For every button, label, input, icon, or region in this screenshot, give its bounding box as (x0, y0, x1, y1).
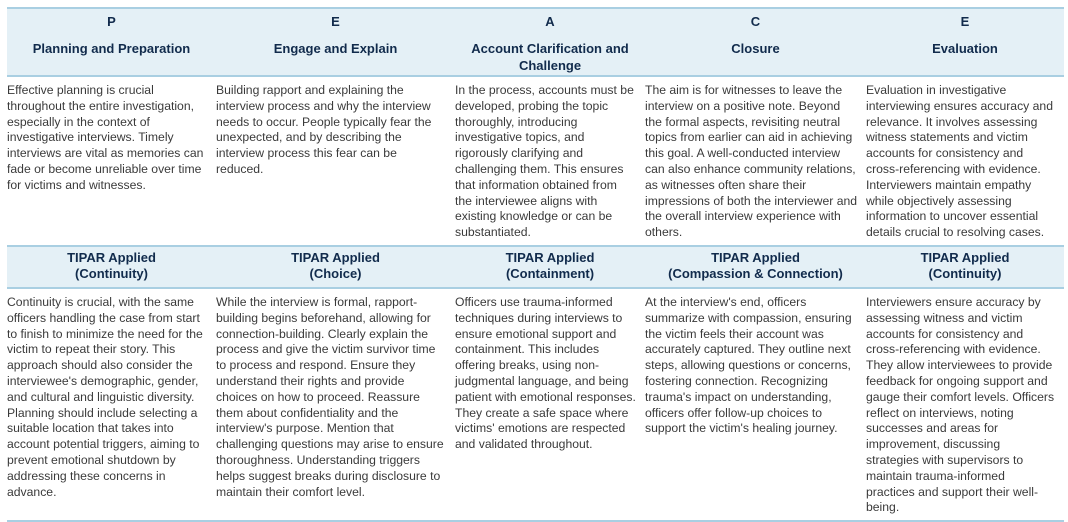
tipar-header (7, 246, 216, 288)
tipar-text: Interviewers ensure accuracy by assessing witness and victim accounts for consistency and cross-referencing with evidence. They allow interviewees to provide feedback for ongoing support and gauge their comfort levels. Officers reflect on interviews, noting successes and areas for improvement, discussing strategies with supervisors to maintain trauma-informed practices and support their well-being. (866, 288, 1064, 521)
tipar-subtitle: (Continuity) (75, 265, 148, 281)
tipar-title: TIPAR Applied (505, 249, 595, 265)
tipar-subtitle: (Containment) (505, 265, 595, 281)
tipar-title: TIPAR Applied (291, 249, 380, 265)
stage-letter: A (545, 14, 555, 29)
stage-title: Closure (731, 41, 780, 56)
stage-header-row (7, 8, 1064, 76)
tipar-header (216, 246, 455, 288)
stage-header-c (645, 8, 866, 76)
stage-letter: E (960, 14, 970, 29)
tipar-title: TIPAR Applied (711, 249, 800, 265)
stage-description: Evaluation in investigative interviewing ensures accuracy and relevance. It involves assessing witness statements and victim accounts for consistency and cross-referencing with evidence. Interviewers maintain empathy while objectively assessing information to uncover essential details crucial to resolving cases. (866, 83, 1053, 240)
stage-description: In the process, accounts must be developed, probing the topic thoroughly, introducing investigative topics, and rigorously clarifying and challenging them. This ensures that information obtained from the interviewee aligns with existing knowledge or can be substantiated. (455, 83, 634, 240)
stage-description: Building rapport and explaining the interview process and why the interview needs to occur. People typically fear the unexpected, and by describing the interview process this fear can be reduced. (216, 83, 432, 176)
stage-header-e (216, 8, 455, 76)
stage-letter: E (331, 14, 340, 29)
tipar-header (866, 246, 1064, 288)
stage-description-row (7, 76, 1064, 246)
stage-description: Effective planning is crucial throughout the entire investigation, especially in the context of investigative interviews. Timely interviews are vital as memories can fade or become unreliable over time for victims and witnesses. (7, 83, 204, 192)
stage-header-p (7, 8, 216, 76)
tipar-subtitle: (Compassion & Connection) (668, 265, 843, 281)
stage-letter: P (107, 14, 116, 29)
tipar-text: Continuity is crucial, with the same officers handling the case from start to finish to minimize the need for the victim to repeat their story. This approach should also consider the interviewee's demographic, gender, and cultural and linguistic diversity. Planning should include selecting a suitable location that takes into account potential triggers, aiming to prevent emotional shutdown by addressing these concerns in advance. (7, 288, 216, 521)
stage-title: Account Clarification and Challenge (471, 41, 629, 73)
tipar-text: At the interview's end, officers summarize with compassion, ensuring the victim feels their account was accurately captured. They outline next steps, allowing questions or concerns, fostering connection. Recognizing trauma's impact on understanding, officers offer follow-up choices to support the victim's healing journey. (645, 288, 866, 521)
stage-letter: C (750, 14, 761, 29)
stage-title: Planning and Preparation (32, 41, 191, 56)
stage-title: Engage and Explain (273, 41, 398, 56)
tipar-subtitle: (Choice) (309, 265, 362, 281)
tipar-text: Officers use trauma-informed techniques during interviews to ensure emotional support and containment. This includes offering breaks, using non-judgmental language, and being patient with emotional responses. They create a safe space where victims' emotions are respected and validated throughout. (455, 288, 645, 521)
tipar-text: While the interview is formal, rapport-building begins beforehand, allowing for connection-building. Clearly explain the process and give the victim survivor time to process and respond. Ensure they understand their rights and provide choices on how to proceed. Reassure them about confidentiality and the interview's purpose. Mention that challenging questions may arise to ensure thoroughness. Understanding triggers helps suggest breaks during disclosure to maintain their comfort level. (216, 288, 455, 521)
peace-model-table (7, 7, 1064, 522)
stage-title: Evaluation (932, 41, 998, 56)
stage-description: The aim is for witnesses to leave the interview on a positive note. Beyond the formal aspects, revisiting neutral topics from earlier can aid in achieving this goal. A well-conducted interview can also enhance community relations, as witnesses often share their impressions of both the interviewer and the overall interview experience with others. (645, 83, 858, 240)
tipar-header (455, 246, 645, 288)
tipar-header-row (7, 246, 1064, 288)
tipar-title: TIPAR Applied (67, 249, 156, 265)
stage-header-a (455, 8, 645, 76)
tipar-subtitle: (Continuity) (928, 265, 1002, 281)
tipar-title: TIPAR Applied (920, 249, 1010, 265)
tipar-header (645, 246, 866, 288)
tipar-text-row (7, 288, 1064, 521)
stage-header-e2 (866, 8, 1064, 76)
